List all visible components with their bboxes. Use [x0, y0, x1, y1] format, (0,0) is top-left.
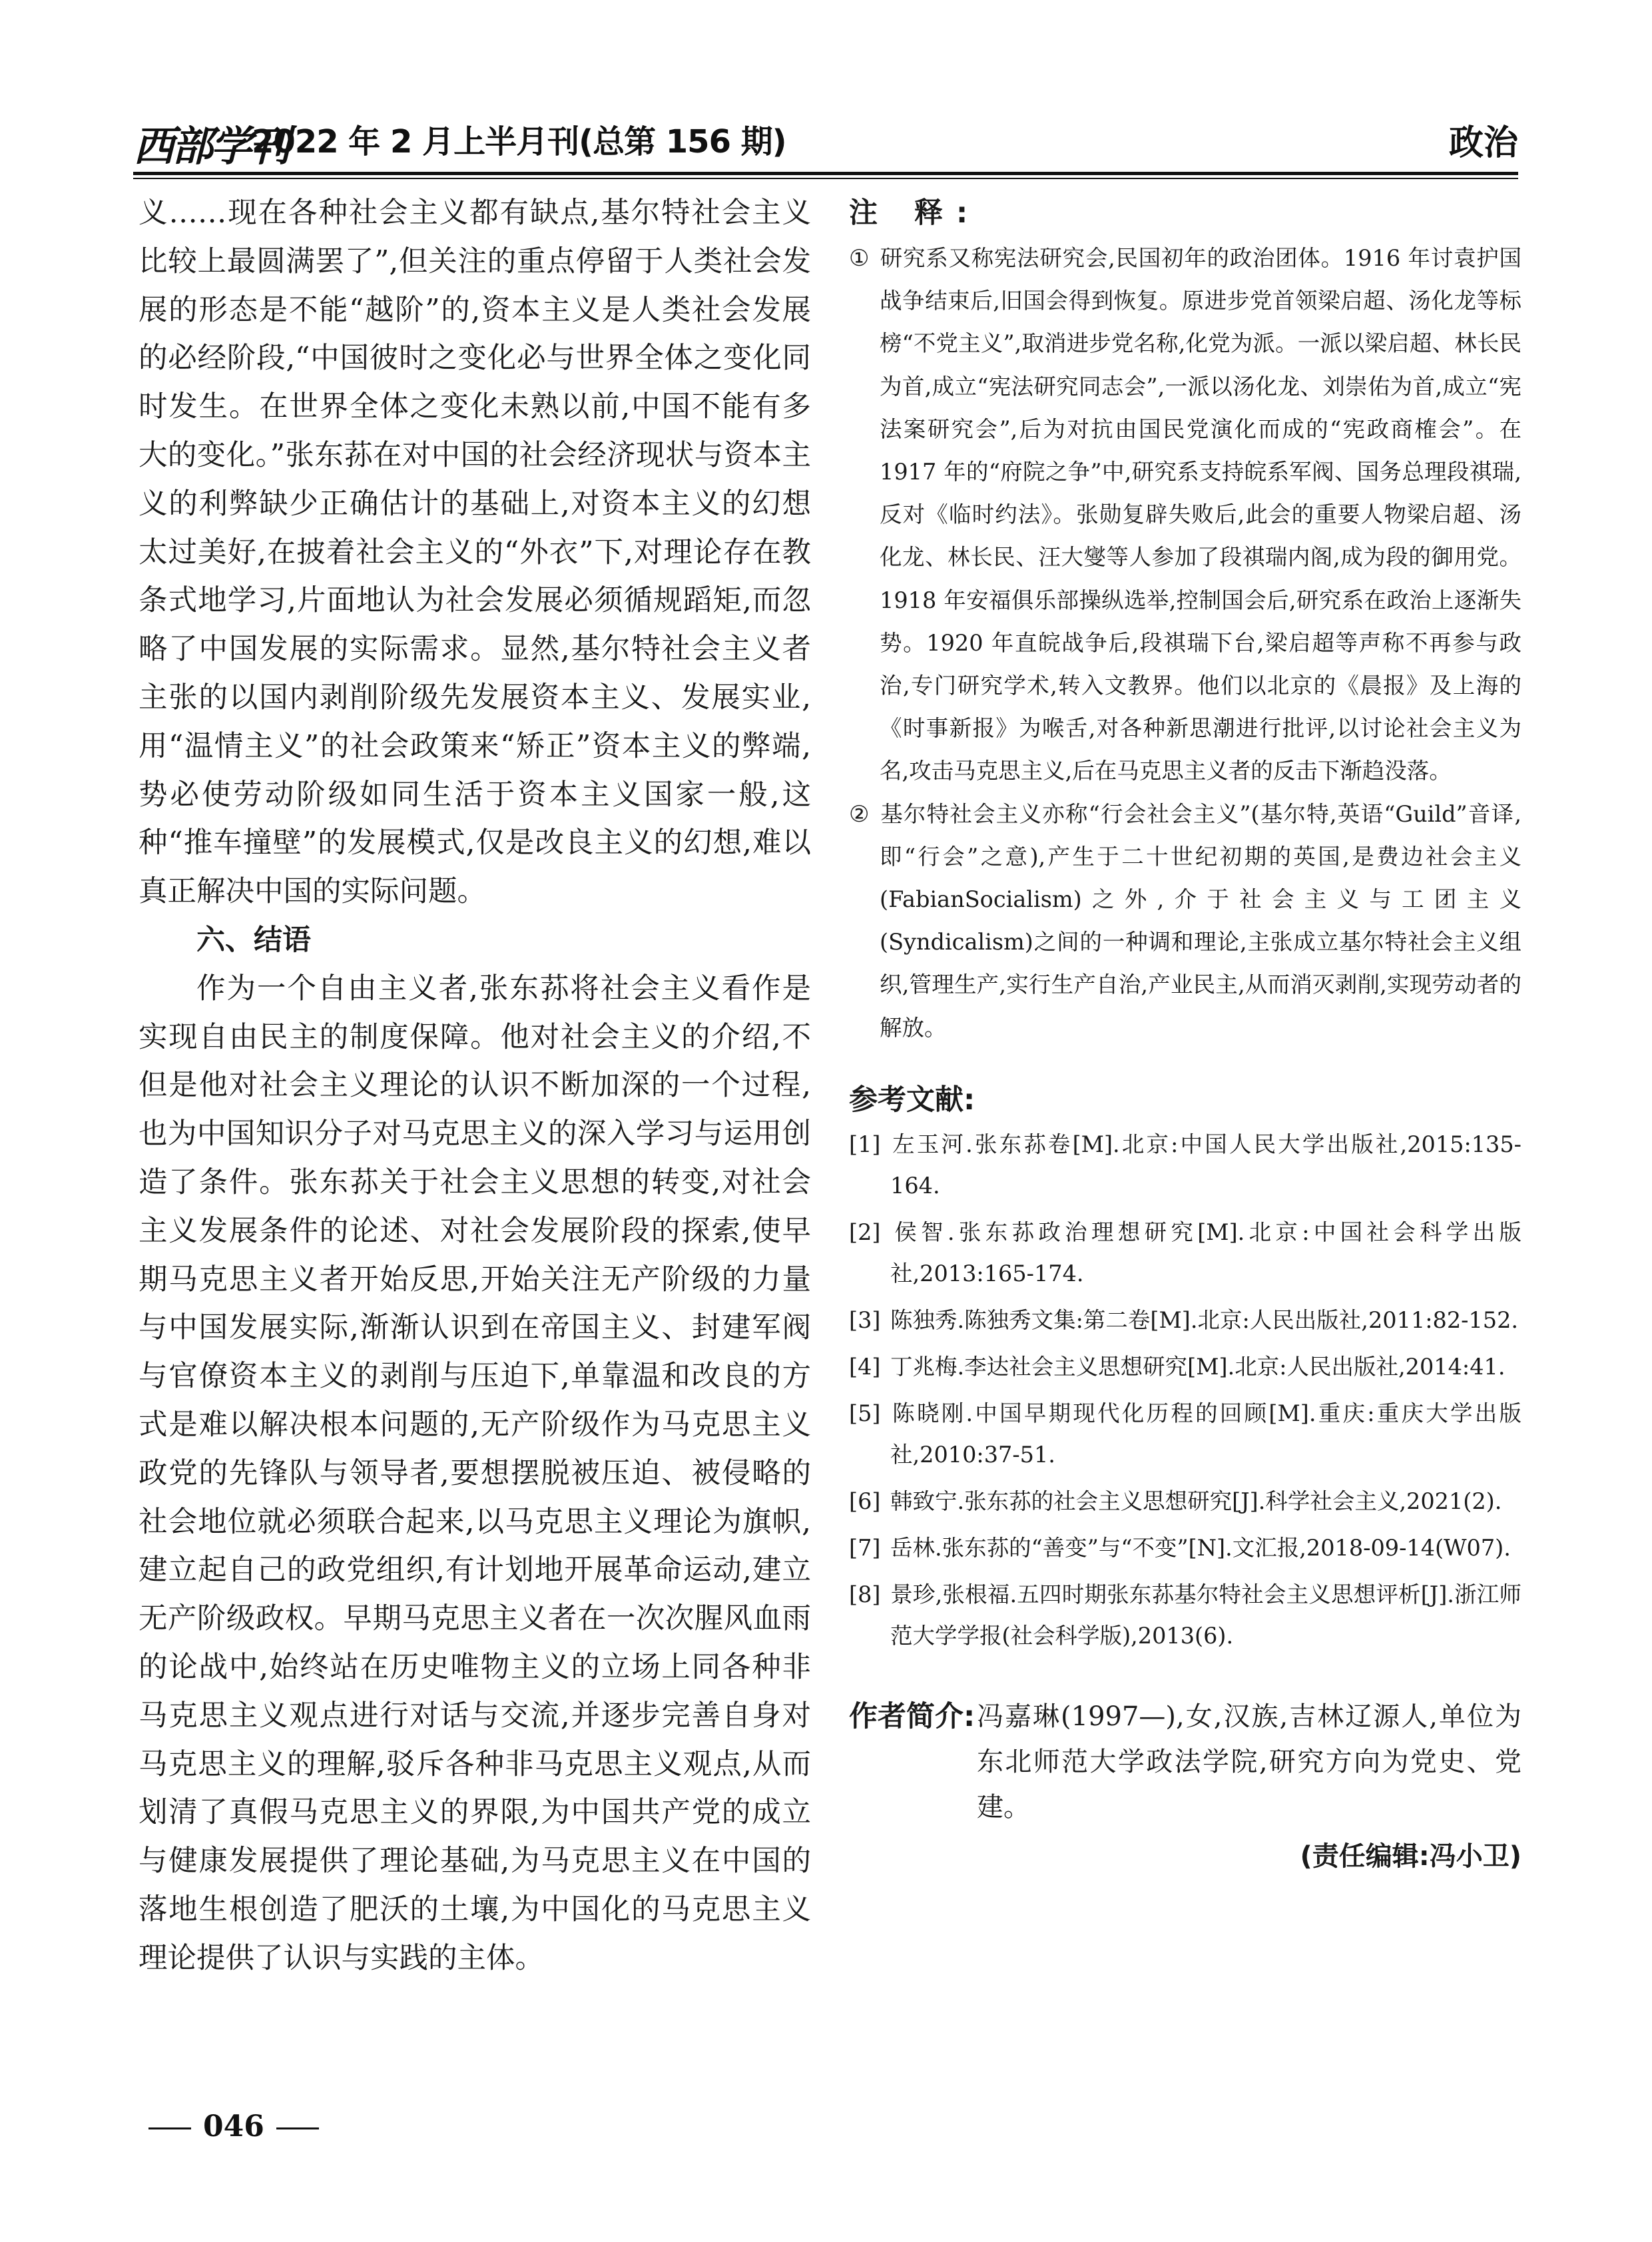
reference-text: 侯智.张东荪政治理想研究[M].北京:中国社会科学出版社,2013:165-174. — [890, 1219, 1521, 1286]
author-bio — [849, 1694, 1521, 1830]
reference-item — [849, 1574, 1521, 1657]
note-item — [849, 237, 1521, 793]
body-paragraph: 作为一个自由主义者,张东荪将社会主义看作是实现自由民主的制度保障。他对社会主义的介绍,不但是他对社会主义理论的认识不断加深的一个过程,也为中国知识分子对马克思主义的深入学习与运用创造了条件。张东荪关于社会主义思想的转变,对社会主义发展条件的论述、对社会发展阶段的探索,使早期马克思主义者开始反思,开始关注无产阶级的力量与中国发展实际,渐渐认识到在帝国主义、封建军阀与官僚资本主义的剥削与压迫下,单靠温和改良的方式是难以解决根本问题的,无产阶级作为马克思主义政党的先锋队与领导者,要想摆脱被压迫、被侵略的社会地位就必须联合起来,以马克思主义理论为旗帜,建立起自己的政党组织,有计划地开展革命运动,建立无产阶级政权。早期马克思主义者在一次次腥风血雨的论战中,始终站在历史唯物主义的立场上同各种非马克思主义观点进行对话与交流,并逐步完善自身对马克思主义的理解,驳斥各种非马克思主义观点,从而划清了真假马克思主义的界限,为中国共产党的成立与健康发展提供了理论基础,为马克思主义在中国的落地生根创造了肥沃的土壤,为中国化的马克思主义理论提供了认识与实践的主体。 — [138, 972, 811, 1975]
responsible-editor: (责任编辑:冯小卫) — [1300, 1840, 1521, 1872]
dash-left — [148, 2127, 191, 2129]
reference-item — [849, 1393, 1521, 1476]
note-text: 研究系又称宪法研究会,民国初年的政治团体。1916 年讨袁护国战争结束后,旧国会得到恢复。原进步党首领梁启超、汤化龙等标榜“不党主义”,取消进步党名称,化党为派。一派以梁启超、林长民为首,成立“宪法研究同志会”,一派以汤化龙、刘崇佑为首,成立“宪法案研究会”,后为对抗由国民党演化而成的“宪政商榷会”。在 1917 年的“府院之争”中,研究系支持皖系军阀、国务总理段祺瑞,反对《临时约法》。张勋复辟失败后,此会的重要人物梁启超、汤化龙、林长民、汪大燮等人参加了段祺瑞内阁,成为段的御用党。1918 年安福俱乐部操纵选举,控制国会后,研究系在政治上逐渐失势。1920 年直皖战争后,段祺瑞下台,梁启超等声称不再参与政治,专门研究学术,转入文教界。他们以北京的《晨报》及上海的《时事新报》为喉舌,对各种新思潮进行批评,以讨论社会主义为名,攻击马克思主义,后在马克思主义者的反击下渐趋没落。 — [880, 245, 1521, 784]
reference-number: [3] — [849, 1306, 881, 1333]
reference-text: 陈晓刚.中国早期现代化历程的回顾[M].重庆:重庆大学出版社,2010:37-51. — [890, 1400, 1521, 1468]
reference-item — [849, 1212, 1521, 1294]
reference-text: 岳林.张东荪的“善变”与“不变”[N].文汇报,2018-09-14(W07). — [890, 1534, 1511, 1561]
reference-number: [2] — [849, 1219, 881, 1245]
author-label: 作者简介: — [849, 1699, 975, 1733]
reference-number: [8] — [849, 1581, 881, 1607]
reference-number: [1] — [849, 1131, 881, 1157]
journal-logo: 西部学刊 — [133, 122, 288, 170]
reference-item — [849, 1300, 1521, 1341]
reference-item — [849, 1124, 1521, 1207]
reference-number: [4] — [849, 1353, 881, 1380]
reference-number: [6] — [849, 1488, 881, 1514]
dash-right — [276, 2127, 319, 2129]
note-item — [849, 793, 1521, 1049]
page-header — [133, 107, 1518, 170]
issue-info: 2022 年 2 月上半月刊(总第 156 期) — [252, 123, 786, 160]
right-column — [849, 189, 1521, 1879]
section-heading: 六、结语 — [196, 923, 311, 957]
note-number: ② — [849, 800, 870, 828]
left-column — [138, 189, 811, 1982]
reference-item — [849, 1346, 1521, 1388]
reference-item — [849, 1481, 1521, 1522]
page-number: 046 — [203, 2109, 264, 2143]
reference-text: 丁兆梅.李达社会主义思想研究[M].北京:人民出版社,2014:41. — [890, 1353, 1506, 1380]
reference-text: 韩致宁.张东荪的社会主义思想研究[J].科学社会主义,2021(2). — [890, 1488, 1502, 1514]
section-name: 政治 — [1448, 123, 1518, 163]
reference-text: 陈独秀.陈独秀文集:第二卷[M].北京:人民出版社,2011:82-152. — [890, 1306, 1519, 1333]
notes-heading: 注 释: — [849, 196, 981, 230]
reference-item — [849, 1528, 1521, 1569]
body-paragraph: 义……现在各种社会主义都有缺点,基尔特社会主义比较上最圆满罢了”,但关注的重点停留于人类社会发展的形态是不能“越阶”的,资本主义是人类社会发展的必经阶段,“中国彼时之变化必与世界全体之变化同时发生。在世界全体之变化未熟以前,中国不能有多大的变化。”张东荪在对中国的社会经济现状与资本主义的利弊缺少正确估计的基础上,对资本主义的幻想太过美好,在披着社会主义的“外衣”下,对理论存在教条式地学习,片面地认为社会发展必须循规蹈矩,而忽略了中国发展的实际需求。显然,基尔特社会主义者主张的以国内剥削阶级先发展资本主义、发展实业,用“温情主义”的社会政策来“矫正”资本主义的弊端,势必使劳动阶级如同生活于资本主义国家一般,这种“推车撞壁”的发展模式,仅是改良主义的幻想,难以真正解决中国的实际问题。 — [138, 196, 811, 909]
note-text: 基尔特社会主义亦称“行会社会主义”(基尔特,英语“Guild”音译,即“行会”之意),产生于二十世纪初期的英国,是费边社会主义(FabianSocialism)之外,介于社会主义与工团主义(Syndicalism)之间的一种调和理论,主张成立基尔特社会主义组织,管理生产,实行生产自治,产业民主,从而消灭剥削,实现劳动者的解放。 — [880, 800, 1521, 1041]
reference-number: [5] — [849, 1400, 881, 1426]
page-footer — [137, 2109, 331, 2143]
author-text: 冯嘉琳(1997—),女,汉族,吉林辽源人,单位为东北师范大学政法学院,研究方向为党史、党建。 — [977, 1701, 1521, 1822]
header-rule-thin — [133, 178, 1518, 179]
header-rule — [133, 172, 1518, 175]
note-number: ① — [849, 245, 870, 272]
reference-text: 左玉河.张东荪卷[M].北京:中国人民大学出版社,2015:135-164. — [890, 1131, 1521, 1199]
reference-text: 景珍,张根福.五四时期张东荪基尔特社会主义思想评析[J].浙江师范大学学报(社会科学版),2013(6). — [890, 1581, 1521, 1649]
reference-number: [7] — [849, 1534, 881, 1561]
references-heading: 参考文献: — [849, 1083, 975, 1117]
